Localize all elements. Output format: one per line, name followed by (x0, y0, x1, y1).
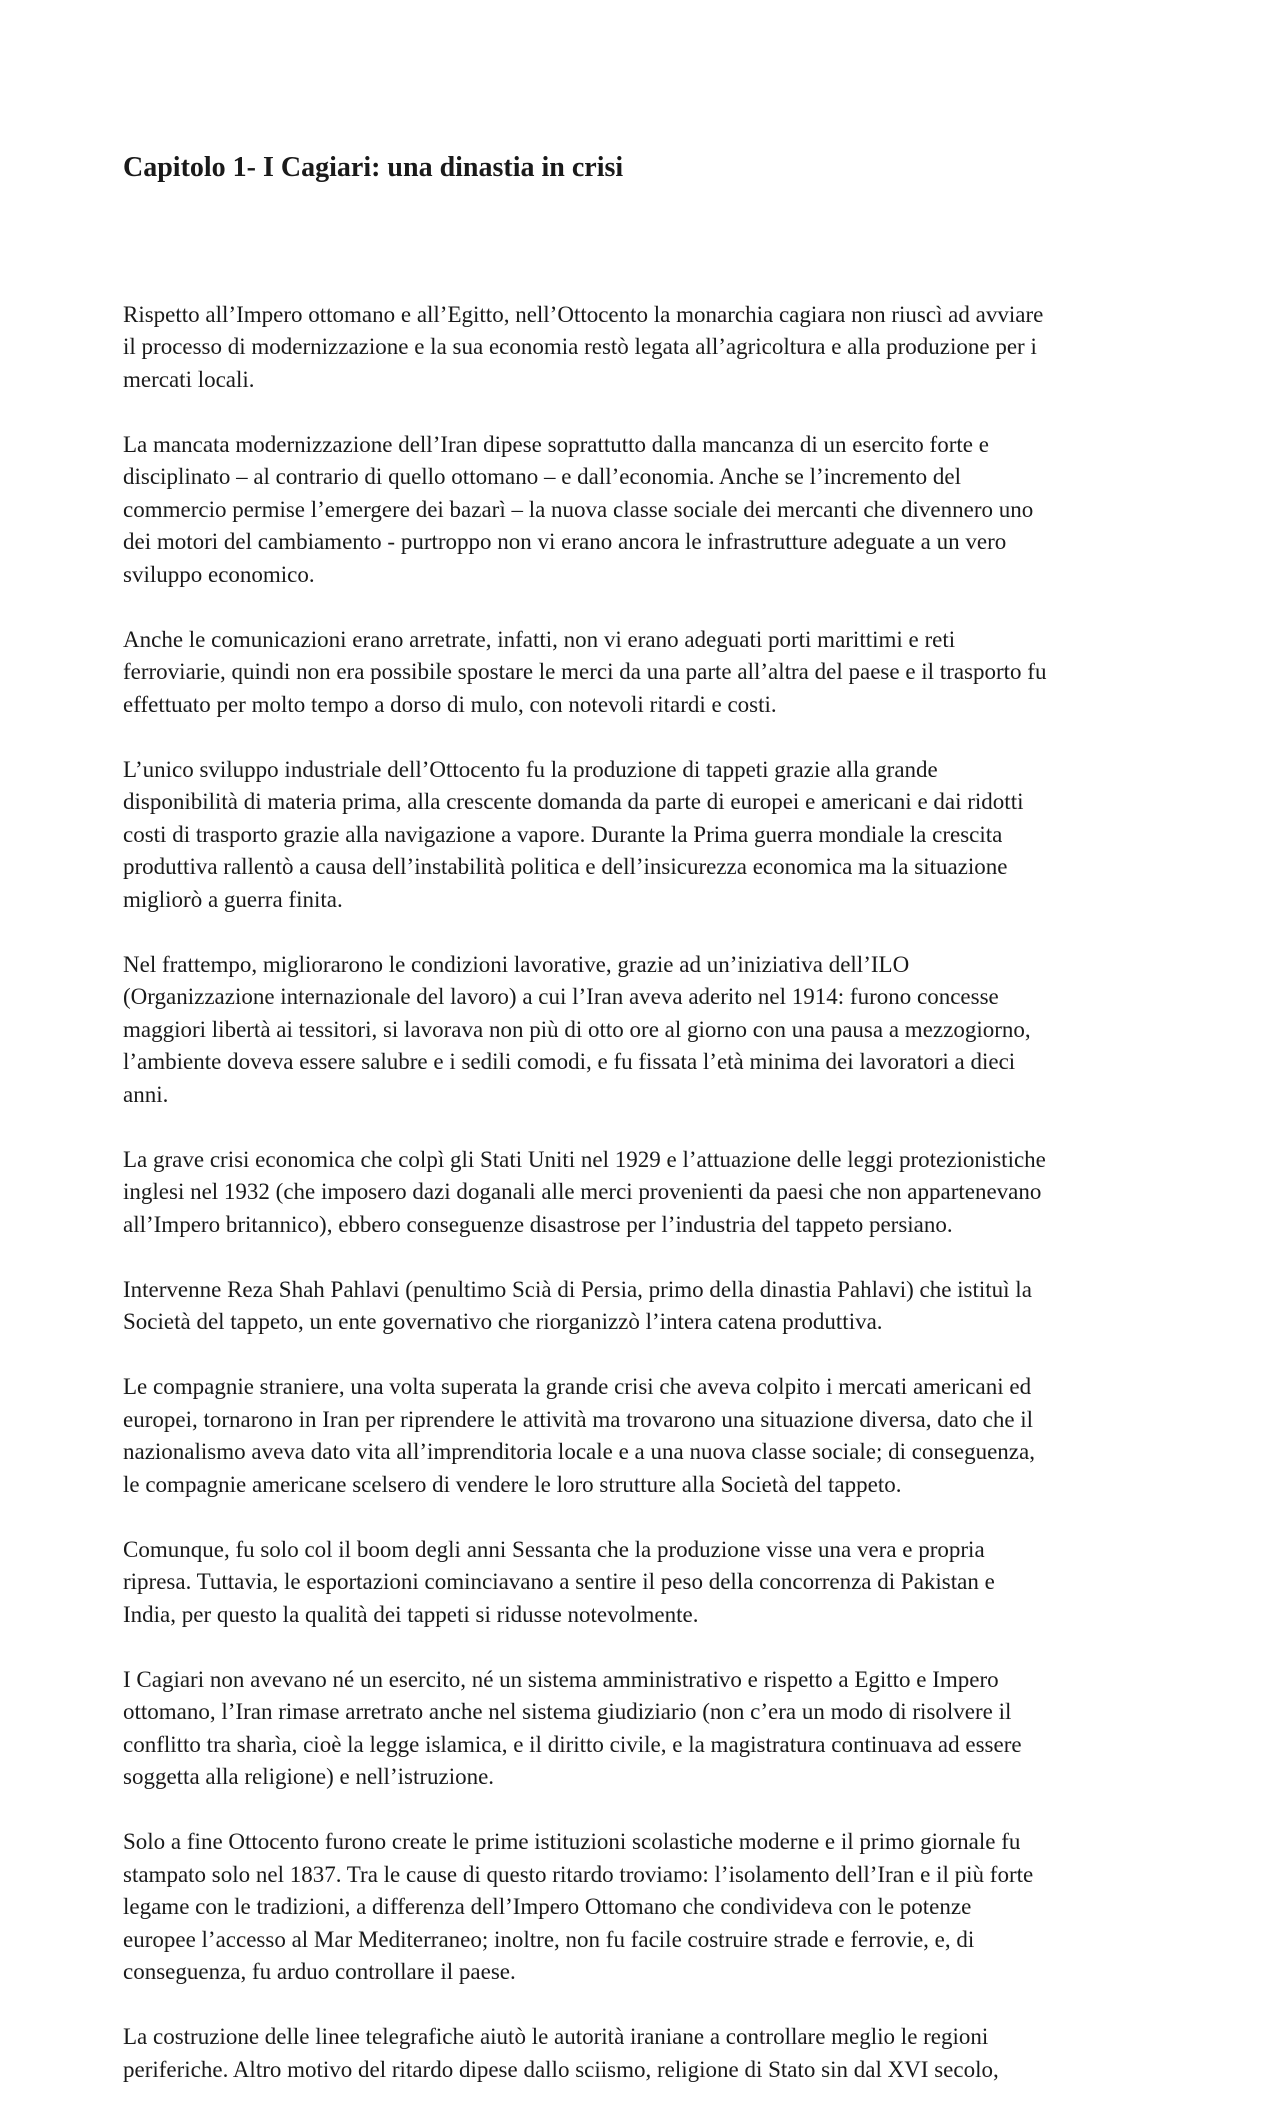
paragraph-6: La grave crisi economica che colpì gli Stati Uniti nel 1929 e l’attuazione delle leggi protezionistiche inglesi nel 1932 (che imposero dazi doganali alle merci provenienti da paesi che non appartenevano all’Impero britannico), ebbero conseguenze disastrose per l’industria del tappeto persiano. (123, 1146, 1046, 1237)
paragraph-7: Intervenne Reza Shah Pahlavi (penultimo Scià di Persia, primo della dinastia Pahlavi) che istituì la Società del tappeto, un ente governativo che riorganizzò l’intera catena produttiva. (123, 1276, 1032, 1334)
paragraph-2: La mancata modernizzazione dell’Iran dipese soprattutto dalla mancanza di un esercito forte e disciplinato – al contrario di quello ottomano – e dall’economia. Anche se l’incremento del commercio permise l’emergere dei bazarì – la nuova classe sociale dei mercanti che divennero uno dei motori del cambiamento - purtroppo non vi erano ancora le infrastrutture adeguate a un vero sviluppo economico. (123, 431, 1034, 587)
paragraph-8: Le compagnie straniere, una volta superata la grande crisi che aveva colpito i mercati americani ed europei, tornarono in Iran per riprendere le attività ma trovarono una situazione diversa, dato che il nazionalismo aveva dato vita all’imprenditoria locale e a una nuova classe sociale; di conseguenza, le compagnie americane scelsero di vendere le loro strutture alla Società del tappeto. (123, 1374, 1035, 1497)
paragraph-12: La costruzione delle linee telegrafiche aiutò le autorità iraniane a controllare meglio le regioni periferiche. Altro motivo del ritardo dipese dallo sciismo, religione di Stato sin dal XVI secolo, (123, 2024, 999, 2082)
chapter-title: Capitolo 1- I Cagiari: una dinastia in crisi (123, 152, 624, 183)
paragraph-10: I Cagiari non avevano né un esercito, né un sistema amministrativo e rispetto a Egitto e Impero ottomano, l’Iran rimase arretrato anche nel sistema giudiziario (non c’era un modo di risolvere il conflitto tra sharìa, cioè la legge islamica, e il diritto civile, e la magistratura continuava ad essere soggetta alla religione) e nell’istruzione. (123, 1666, 1022, 1789)
paragraph-4: L’unico sviluppo industriale dell’Ottocento fu la produzione di tappeti grazie alla grande disponibilità di materia prima, alla crescente domanda da parte di europei e americani e dai ridotti costi di trasporto grazie alla navigazione a vapore. Durante la Prima guerra mondiale la crescita produttiva rallentò a causa dell’instabilità politica e dell’insicurezza economica ma la situazione migliorò a guerra finita. (123, 756, 1024, 912)
paragraph-3: Anche le comunicazioni erano arretrate, infatti, non vi erano adeguati porti marittimi e reti ferroviarie, quindi non era possibile spostare le merci da una parte all’altra del paese e il trasporto fu effettuato per molto tempo a dorso di mulo, con notevoli ritardi e costi. (123, 626, 1047, 717)
paragraph-11: Solo a fine Ottocento furono create le prime istituzioni scolastiche moderne e il primo giornale fu stampato solo nel 1837. Tra le cause di questo ritardo troviamo: l’isolamento dell’Iran e il più forte legame con le tradizioni, a differenza dell’Impero Ottomano che condivideva con le potenze europee l’accesso al Mar Mediterraneo; inoltre, non fu facile costruire strade e ferrovie, e, di conseguenza, fu arduo controllare il paese. (123, 1829, 1034, 1984)
document-body (123, 266, 1175, 2119)
document-content (123, 150, 1175, 2119)
paragraph-9: Comunque, fu solo col il boom degli anni Sessanta che la produzione visse una vera e propria ripresa. Tuttavia, le esportazioni cominciavano a sentire il peso della concorrenza di Pakistan e India, per questo la qualità dei tappeti si ridusse notevolmente. (123, 1536, 995, 1627)
paragraph-5: Nel frattempo, migliorarono le condizioni lavorative, grazie ad un’iniziativa dell’ILO (Organizzazione internazionale del lavoro) a cui l’Iran aveva aderito nel 1914: furono concesse maggiori libertà ai tessitori, si lavorava non più di otto ore al giorno con una pausa a mezzogiorno, l’ambiente doveva essere salubre e i sedili comodi, e fu fissata l’età minima dei lavoratori a dieci anni. (123, 951, 1031, 1107)
paragraph-1: Rispetto all’Impero ottomano e all’Egitto, nell’Ottocento la monarchia cagiara non riuscì ad avviare il processo di modernizzazione e la sua economia restò legata all’agricoltura e alla produzione per i mercati locali. (123, 301, 1044, 392)
